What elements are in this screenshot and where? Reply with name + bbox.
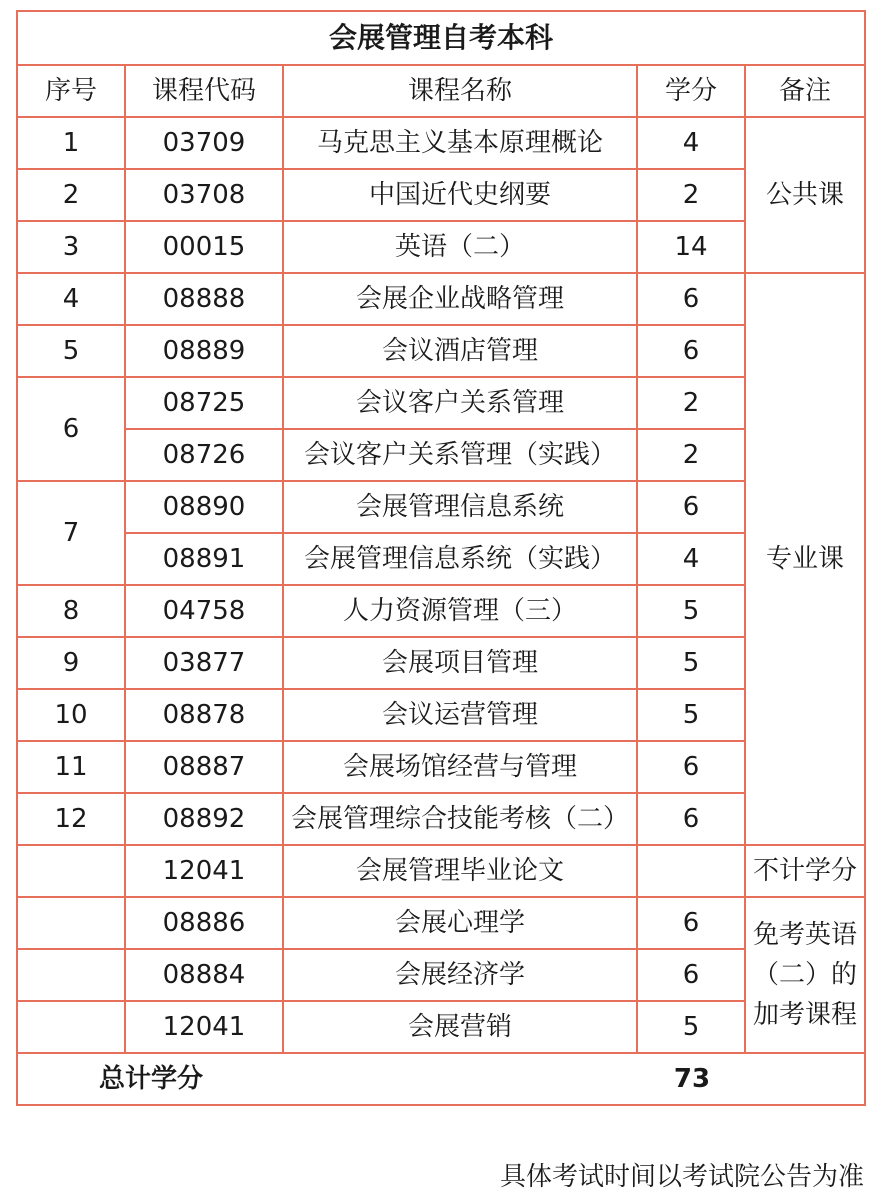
- course-table: [16, 10, 866, 1106]
- header-name: 课程名称: [283, 65, 637, 117]
- table-row: [17, 689, 865, 741]
- cell-name: 会展经济学: [283, 949, 637, 1001]
- cell-name: 会展心理学: [283, 897, 637, 949]
- cell-code: 08887: [125, 741, 283, 793]
- cell-seq: 11: [17, 741, 125, 793]
- cell-seq: [17, 845, 125, 897]
- table-title: 会展管理自考本科: [17, 11, 865, 65]
- table-row: [17, 793, 865, 845]
- cell-credit: 2: [637, 429, 745, 481]
- cell-name: 英语（二）: [283, 221, 637, 273]
- table-row: [17, 1001, 865, 1053]
- cell-credit: 6: [637, 793, 745, 845]
- footnote: 具体考试时间以考试院公告为准: [499, 1162, 864, 1192]
- total-cell: [17, 1053, 865, 1105]
- cell-code: 08890: [125, 481, 283, 533]
- cell-seq: 10: [17, 689, 125, 741]
- cell-credit: 4: [637, 533, 745, 585]
- cell-credit: 6: [637, 325, 745, 377]
- cell-code: 08886: [125, 897, 283, 949]
- cell-name: 会议运营管理: [283, 689, 637, 741]
- cell-code: 04758: [125, 585, 283, 637]
- cell-code: 08725: [125, 377, 283, 429]
- table-row: [17, 741, 865, 793]
- cell-seq: [17, 949, 125, 1001]
- cell-credit: 14: [637, 221, 745, 273]
- cell-seq: 1: [17, 117, 125, 169]
- cell-seq: 7: [17, 481, 125, 585]
- cell-name: 会议酒店管理: [283, 325, 637, 377]
- cell-code: 12041: [125, 845, 283, 897]
- table-row: [17, 585, 865, 637]
- cell-name: 会展营销: [283, 1001, 637, 1053]
- cell-seq: 12: [17, 793, 125, 845]
- note-major: 专业课: [745, 273, 865, 845]
- header-row: [17, 65, 865, 117]
- cell-credit: 5: [637, 585, 745, 637]
- cell-credit: 4: [637, 117, 745, 169]
- cell-code: 08889: [125, 325, 283, 377]
- cell-credit: 5: [637, 637, 745, 689]
- header-note: 备注: [745, 65, 865, 117]
- note-public: 公共课: [745, 117, 865, 273]
- note-extra-courses: 免考英语（二）的加考课程: [745, 897, 865, 1053]
- cell-name: 马克思主义基本原理概论: [283, 117, 637, 169]
- cell-credit: 6: [637, 273, 745, 325]
- cell-name: 会展场馆经营与管理: [283, 741, 637, 793]
- cell-credit: 5: [637, 1001, 745, 1053]
- cell-credit: 6: [637, 481, 745, 533]
- cell-credit: 2: [637, 377, 745, 429]
- cell-name: 会展管理毕业论文: [283, 845, 637, 897]
- cell-seq: [17, 897, 125, 949]
- cell-name: 会展项目管理: [283, 637, 637, 689]
- table-row: [17, 533, 865, 585]
- note-no-credit: 不计学分: [745, 845, 865, 897]
- table-row: [17, 845, 865, 897]
- header-credit: 学分: [637, 65, 745, 117]
- cell-name: 中国近代史纲要: [283, 169, 637, 221]
- cell-code: 08891: [125, 533, 283, 585]
- cell-code: 08892: [125, 793, 283, 845]
- cell-seq: 5: [17, 325, 125, 377]
- cell-credit: 6: [637, 741, 745, 793]
- table-row: [17, 117, 865, 169]
- header-code: 课程代码: [125, 65, 283, 117]
- table-row: [17, 897, 865, 949]
- table-row: [17, 169, 865, 221]
- total-label: 总计学分: [98, 1064, 203, 1094]
- cell-seq: [17, 1001, 125, 1053]
- cell-code: 08884: [125, 949, 283, 1001]
- table-row: [17, 429, 865, 481]
- table-row: [17, 481, 865, 533]
- cell-credit: [637, 845, 745, 897]
- cell-seq: 2: [17, 169, 125, 221]
- cell-credit: 6: [637, 897, 745, 949]
- cell-code: 08888: [125, 273, 283, 325]
- table-row: [17, 949, 865, 1001]
- total-value: 73: [673, 1064, 711, 1094]
- cell-code: 08726: [125, 429, 283, 481]
- cell-name: 会议客户关系管理（实践）: [283, 429, 637, 481]
- cell-seq: 4: [17, 273, 125, 325]
- cell-name: 人力资源管理（三）: [283, 585, 637, 637]
- table-row: [17, 221, 865, 273]
- title-row: [17, 11, 865, 65]
- cell-code: 00015: [125, 221, 283, 273]
- cell-code: 03877: [125, 637, 283, 689]
- table-row: [17, 325, 865, 377]
- total-row: [17, 1053, 865, 1105]
- table-row: [17, 637, 865, 689]
- cell-code: 08878: [125, 689, 283, 741]
- cell-seq: 6: [17, 377, 125, 481]
- cell-name: 会展管理综合技能考核（二）: [283, 793, 637, 845]
- table-row: [17, 377, 865, 429]
- cell-code: 03709: [125, 117, 283, 169]
- cell-seq: 8: [17, 585, 125, 637]
- cell-seq: 9: [17, 637, 125, 689]
- cell-credit: 2: [637, 169, 745, 221]
- cell-name: 会展企业战略管理: [283, 273, 637, 325]
- table-row: [17, 273, 865, 325]
- cell-name: 会议客户关系管理: [283, 377, 637, 429]
- cell-credit: 5: [637, 689, 745, 741]
- cell-seq: 3: [17, 221, 125, 273]
- cell-code: 03708: [125, 169, 283, 221]
- cell-code: 12041: [125, 1001, 283, 1053]
- cell-credit: 6: [637, 949, 745, 1001]
- cell-name: 会展管理信息系统: [283, 481, 637, 533]
- header-seq: 序号: [17, 65, 125, 117]
- cell-name: 会展管理信息系统（实践）: [283, 533, 637, 585]
